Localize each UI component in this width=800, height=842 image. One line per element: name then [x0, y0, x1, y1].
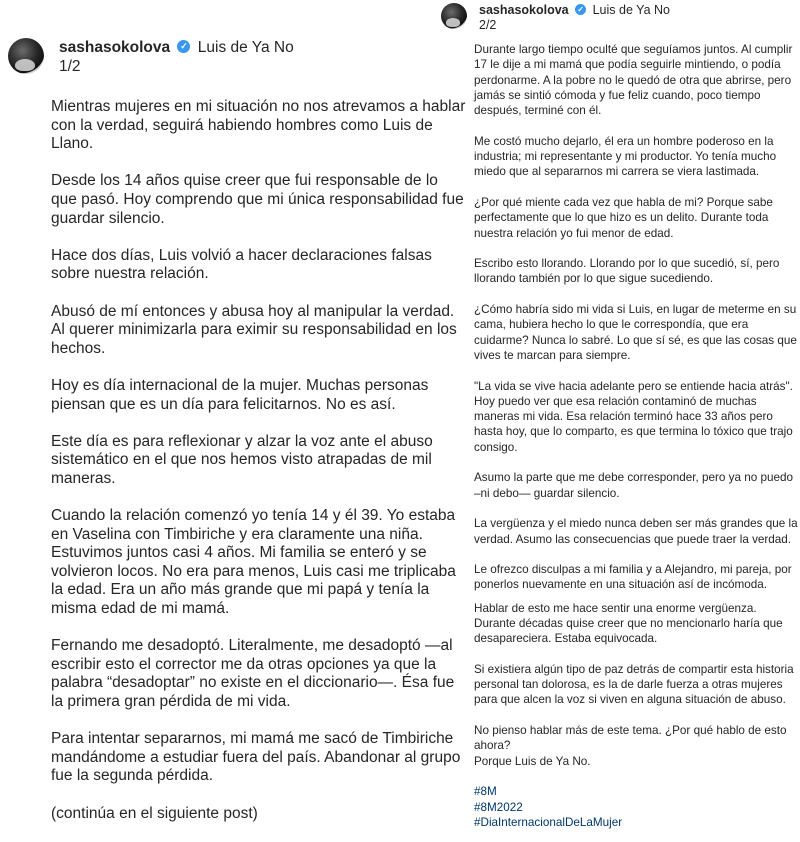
caption-paragraph: Fernando me desadoptó. Literalmente, me desadoptó —al escribir esto el corrector me da otras opciones ya que la palabra “desadoptar” no existe en el diccionario—. Ésa fue la primera gran pérdida de mi vida. — [51, 637, 455, 710]
avatar[interactable] — [441, 3, 467, 29]
post-header — [8, 38, 294, 76]
caption-paragraph: Mientras mujeres en mi situación no nos atrevamos a hablar con la verdad, seguirá habiendo hombres como Luis de Llano. — [51, 98, 466, 153]
caption-paragraph: Durante largo tiempo oculté que seguíamos juntos. Al cumplir 17 le dije a mi mamá que podía seguirle mintiendo, o podía perdonarme. A la pobre no le quedó de otra que abrirse, pero jamás se sintió cómoda y fue feliz cuando, poco tiempo después, terminé con él. — [474, 43, 793, 118]
caption-paragraph: Porque Luis de Ya No. — [474, 754, 591, 768]
post-counter: 2/2 — [479, 18, 497, 32]
username-link[interactable]: sashasokolova — [479, 3, 569, 17]
caption-paragraph: Hablar de esto me hace sentir una enorme vergüenza. Durante décadas quise creer que no mencionarlo haría que desapareciera. Estaba equivocada. — [474, 601, 783, 646]
caption-paragraph: Abusó de mí entonces y abusa hoy al manipular la verdad. Al querer minimizarla para eximir su responsabilidad en los hechos. — [51, 302, 457, 357]
hashtag-link[interactable]: #DiaInternacionalDeLaMujer — [474, 815, 623, 829]
post-part-2 — [468, 0, 800, 829]
caption-paragraph: Me costó mucho dejarlo, él era un hombre poderoso en la industria; mi representante y mi productor. Yo tenía mucho miedo que al separarnos mi carrera se viera lastimada. — [474, 134, 777, 179]
caption-paragraph: Si existiera algún tipo de paz detrás de compartir esta historia personal tan dolorosa, es la de darle fuerza a otras mujeres para que alcen la voz si viven en alguna situación de abuso. — [474, 662, 794, 707]
caption-paragraph: "La vida se vive hacia adelante pero se entiende hacia atrás". Hoy puedo ver que esa relación contaminó de muchas maneras mi vida. Esa relación terminó hace 33 años pero hasta hoy, que lo comparto, es que termina lo tóxico que trajo consigo. — [474, 379, 793, 454]
caption-paragraph: Desde los 14 años quise creer que fui responsable de lo que pasó. Hoy comprendo que mi única responsabilidad fue guardar silencio. — [51, 172, 464, 227]
caption-paragraph: Este día es para reflexionar y alzar la voz ante el abuso sistemático en el que nos hemos visto atrapadas de mil maneras. — [51, 432, 433, 487]
caption-paragraph: No pienso hablar más de este tema. ¿Por qué hablo de esto ahora? — [474, 724, 787, 753]
post-header — [441, 3, 670, 33]
post-title: Luis de Ya No — [592, 3, 670, 17]
caption-paragraph: Asumo la parte que me debe corresponder, pero ya no puedo –ni debo— guardar silencio. — [474, 471, 794, 500]
caption-paragraph: Escribo esto llorando. Llorando por lo que sucedió, sí, pero llorando también por lo que sigue sucediendo. — [474, 257, 780, 286]
post-caption — [474, 42, 798, 830]
header-text — [479, 3, 670, 33]
caption-paragraph: Hoy es día internacional de la mujer. Muchas personas piensan que es un día para felicitarnos. No es así. — [51, 376, 429, 413]
caption-paragraph: ¿Cómo habría sido mi vida si Luis, en lugar de meterme en su cama, hubiera hecho lo que le correspondía, que era cuidarme? Nunca lo sabré. Lo que sí sé, es que las cosas que vives te marcan para siempre. — [474, 303, 797, 362]
post-title: Luis de Ya No — [197, 39, 294, 56]
header-text — [59, 38, 294, 76]
verified-badge-icon: ✓ — [575, 4, 586, 15]
post-caption — [51, 98, 466, 842]
caption-paragraph: Hace dos días, Luis volvió a hacer declaraciones falsas sobre nuestra relación. — [51, 246, 432, 283]
caption-paragraph: Cuando la relación comenzó yo tenía 14 y él 39. Yo estaba en Vaselina con Timbiriche y era claramente una niña. Estuvimos juntos casi 4 años. Mi familia se enteró y se volvieron locos. No era para menos, Luis casi me triplicaba la edad. Era un año más grande que mi papá y tenía la misma edad de mi mamá. — [51, 507, 456, 618]
username-link[interactable]: sashasokolova — [59, 39, 171, 56]
post-counter: 1/2 — [59, 58, 81, 75]
caption-paragraph: Le ofrezco disculpas a mi familia y a Alejandro, mi pareja, por ponerlos nuevamente en una situación así de incómoda. — [474, 563, 792, 592]
title-row — [479, 3, 670, 18]
hashtag-link[interactable]: #8M2022 — [474, 800, 523, 814]
caption-paragraph: La vergüenza y el miedo nunca deben ser más grandes que la verdad. Asumo las consecuencias que puede traer la verdad. — [474, 517, 798, 546]
continuation-note: (continúa en el siguiente post) — [51, 804, 258, 822]
verified-badge-icon: ✓ — [177, 40, 190, 53]
caption-paragraph: ¿Por qué miente cada vez que habla de mi? Porque sabe perfectamente que lo que hizo es un delito. Durante toda nuestra relación yo fui menor de edad. — [474, 195, 773, 240]
caption-paragraph: Para intentar separarnos, mi mamá me sacó de Timbiriche mandándome a estudiar fuera del país. Abandonar al grupo fue la segunda pérdida. — [51, 730, 461, 785]
hashtag-list — [474, 784, 798, 830]
avatar[interactable] — [8, 38, 44, 74]
title-row — [59, 38, 294, 57]
hashtag-link[interactable]: #8M — [474, 785, 497, 799]
